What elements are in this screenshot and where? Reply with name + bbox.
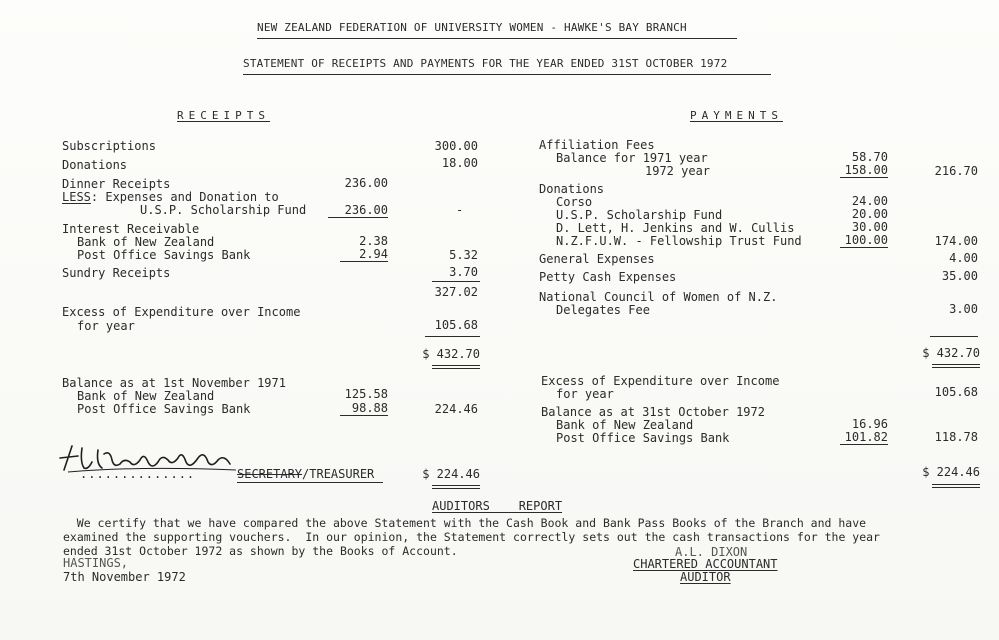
receipt-balance-total: 224.46 [434, 402, 478, 416]
receipt-subtotal: 327.02 [434, 285, 478, 299]
payment-donation-item-amount: 100.00 [844, 233, 888, 247]
role-underline [237, 482, 383, 483]
receipt-balance-bnz-label: Bank of New Zealand [77, 389, 215, 403]
receipt-interest-bnz-label: Bank of New Zealand [77, 235, 215, 249]
payment-donation-item-amount: 20.00 [851, 207, 888, 221]
auditors-date: 7th November 1972 [63, 570, 186, 584]
receipt-sundry-label: Sundry Receipts [62, 266, 171, 280]
statement-title-underline [243, 74, 771, 75]
payment-balance-total: 118.78 [934, 430, 978, 444]
receipt-dinner-label: Dinner Receipts [62, 177, 171, 191]
payment-excess-total: 105.68 [934, 385, 978, 399]
receipt-balance-posb-amount: 98.88 [351, 401, 388, 415]
role-struck: SECRETARY [237, 467, 303, 481]
receipt-balance-label: Balance as at 1st November 1971 [62, 376, 286, 390]
receipt-interest-total: 5.32 [449, 248, 478, 262]
payment-council-total: 3.00 [949, 302, 978, 316]
receipt-interest-label: Interest Receivable [62, 222, 200, 236]
payment-donations-label: Donations [539, 182, 605, 196]
payment-balance-posb-label: Post Office Savings Bank [556, 431, 730, 445]
payment-donation-item-label: Corso [556, 195, 593, 209]
receipt-interest-bnz-amount: 2.38 [359, 234, 388, 248]
payment-donation-item-amount: 30.00 [851, 220, 888, 234]
statement-title: STATEMENT OF RECEIPTS AND PAYMENTS FOR THE YEAR ENDED 31ST OCTOBER 1972 [243, 57, 728, 70]
payment-balance-bnz-amount: 16.96 [851, 417, 888, 431]
auditor-title: CHARTERED ACCOUNTANT [633, 557, 778, 571]
receipt-donations-total: 18.00 [441, 156, 478, 170]
payment-final-total: $ 224.46 [922, 465, 980, 479]
signature-dots: .............. [80, 467, 196, 481]
auditor-name: A.L. DIXON [675, 545, 748, 559]
org-title-underline [257, 38, 737, 39]
payment-petty-total: 35.00 [941, 269, 978, 283]
payment-affiliation-total: 216.70 [934, 164, 978, 178]
receipt-interest-posb-label: Post Office Savings Bank [77, 248, 251, 262]
auditors-place: HASTINGS, [63, 556, 129, 570]
less-rest: : Expenses and Donation to [90, 190, 279, 204]
affiliation-underline [840, 177, 888, 178]
payment-balance-label: Balance as at 31st October 1972 [541, 405, 765, 419]
receipt-final-total: $ 224.46 [422, 467, 480, 481]
interest-underline [340, 261, 388, 262]
payment-affiliation-line2-amount: 158.00 [844, 163, 888, 177]
payment-affiliation-line1-label: Balance for 1971 year [556, 151, 708, 165]
auditors-report-heading: AUDITORS REPORT [432, 499, 563, 513]
org-title: NEW ZEALAND FEDERATION OF UNIVERSITY WOMEN - HAWKE'S BAY BRANCH [257, 21, 687, 34]
auditors-text-line1: We certify that we have compared the above Statement with the Cash Book and Bank Pass Books of the Branch and have [56, 516, 867, 530]
payment-grand-total-double-rule [932, 364, 980, 368]
auditors-text-line2: examined the supporting vouchers. In our opinion, the Statement correctly sets out the cash transactions for the year [63, 530, 880, 544]
receipt-donations-label: Donations [62, 158, 128, 172]
receipt-grand-total: $ 432.70 [422, 347, 480, 361]
receipts-heading: RECEIPTS [177, 109, 270, 122]
payment-grand-total: $ 432.70 [922, 346, 980, 360]
signature-role [237, 467, 374, 481]
payment-donation-item-amount: 24.00 [851, 194, 888, 208]
payment-excess-label1: Excess of Expenditure over Income [541, 374, 780, 388]
balance-underline [340, 415, 388, 416]
auditor-role: AUDITOR [680, 570, 731, 584]
donations-underline [840, 247, 888, 248]
receipt-dinner-amount: 236.00 [344, 176, 388, 190]
sundry-underline [432, 281, 480, 282]
receipt-balance-posb-label: Post Office Savings Bank [77, 402, 251, 416]
payments-heading: PAYMENTS [690, 109, 783, 122]
payment-donations-total: 174.00 [934, 234, 978, 248]
receipt-grand-total-double-rule [432, 365, 480, 369]
receipt-subscriptions-label: Subscriptions [62, 139, 156, 153]
receipt-subscriptions-total: 300.00 [434, 139, 478, 153]
auditors-text-line3: ended 31st October 1972 as shown by the Books of Account. [63, 544, 458, 558]
receipt-final-double-rule [432, 485, 480, 489]
receipt-sundry-total: 3.70 [449, 265, 478, 279]
receipt-dinner-sub-label: U.S.P. Scholarship Fund [140, 203, 307, 217]
payment-final-double-rule [932, 484, 980, 488]
receipt-dinner-total: - [456, 203, 464, 217]
payment-donation-item-label: U.S.P. Scholarship Fund [556, 208, 723, 222]
payment-donation-item-label: D. Lett, H. Jenkins and W. Cullis [556, 221, 795, 235]
payment-balance-bnz-label: Bank of New Zealand [556, 418, 694, 432]
receipt-interest-posb-amount: 2.94 [359, 247, 388, 261]
payment-affiliation-line2-label: 1972 year [645, 164, 711, 178]
payment-donation-item-label: N.Z.F.U.W. - Fellowship Trust Fund [556, 234, 802, 248]
less-word: LESS [62, 190, 91, 204]
receipt-excess-label1: Excess of Expenditure over Income [62, 305, 301, 319]
payment-general-label: General Expenses [539, 252, 655, 266]
payment-council-label2: Delegates Fee [556, 303, 650, 317]
payment-balance-posb-amount: 101.82 [844, 430, 888, 444]
payment-excess-label2: for year [556, 387, 614, 401]
receipt-excess-label2: for year [77, 319, 135, 333]
payment-general-total: 4.00 [949, 251, 978, 265]
payment-affiliation-label: Affiliation Fees [539, 138, 655, 152]
receipt-excess-underline [425, 336, 480, 337]
payment-council-label1: National Council of Women of N.Z. [539, 290, 778, 304]
receipt-dinner-sub-amount: 236.00 [344, 203, 388, 217]
receipt-excess-total: 105.68 [434, 318, 478, 332]
payment-balance-underline [840, 444, 888, 445]
receipt-balance-bnz-amount: 125.58 [344, 387, 388, 401]
dinner-sub-underline [328, 217, 388, 218]
payment-affiliation-line1-amount: 58.70 [851, 150, 888, 164]
payment-council-underline [930, 336, 978, 337]
payment-petty-label: Petty Cash Expenses [539, 270, 677, 284]
receipt-less-line [62, 190, 279, 204]
role-treasurer: /TREASURER [302, 467, 375, 481]
